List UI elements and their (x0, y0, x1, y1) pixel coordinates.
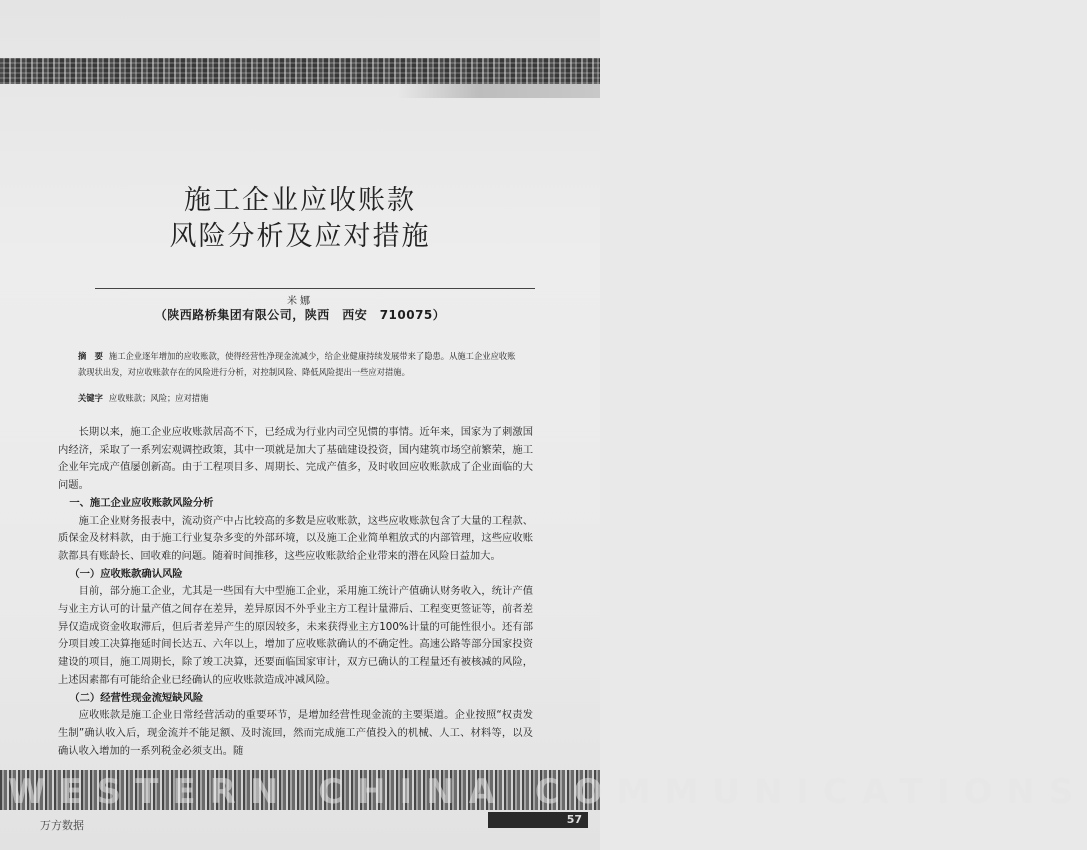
subsection-heading-1: （一）应收账款确认风险 (69, 567, 183, 580)
title-divider (95, 288, 535, 289)
paragraph-intro: 长期以来，施工企业应收账款居高不下，已经成为行业内司空见惯的事情。近年来，国家为了刺激国内经济，采取了一系列宏观调控政策，其中一项就是加大了基础建设投资，国内建筑市场空前繁荣，施工企业年完成产值屡创新高。由于工程项目多、周期长、完成产值多，及时收回应收账款成了企业面临的大问题。 (58, 426, 533, 492)
article-body (58, 424, 533, 760)
section-heading-1: 一、施工企业应收账款风险分析 (69, 496, 214, 509)
footer-source-mark: 万方数据 (40, 819, 84, 832)
author-name: 米娜 (287, 296, 313, 307)
footer-watermark: WESTERN CHINA COMMUNICATIONS (8, 772, 1087, 812)
abstract-label: 摘 要 (78, 351, 103, 361)
article-title-line2: 风险分析及应对措施 (169, 221, 431, 252)
article-title-line1: 施工企业应收账款 (184, 185, 416, 216)
abstract (78, 348, 518, 380)
header-band-fade (398, 84, 600, 98)
paragraph-section-1: 施工企业财务报表中，流动资产中占比较高的多数是应收账款，这些应收账款包含了大量的工程款、质保金及材料款，由于施工行业复杂多变的外部环境，以及施工企业简单粗放式的内部管理，这些应收账款都具有账龄长、回收难的问题。随着时间推移，这些应收账款给企业带来的潜在风险日益加大。 (58, 514, 533, 562)
paragraph-subsection-1: 目前，部分施工企业，尤其是一些国有大中型施工企业，采用施工统计产值确认财务收入，统计产值与业主方认可的计量产值之间存在差异，差异原因不外乎业主方工程计量滞后、工程变更签证等，前者差异仅造成资金收取滞后，但后者差异产生的原因较多，未来获得业主方100%计量的可能性很小。还有部分项目竣工决算拖延时间长达五、六年以上，增加了应收账款确认的不确定性。高速公路等部分国家投资建设的项目，施工周期长，除了竣工决算，还要面临国家审计，双方已确认的工程量还有被核减的风险，上述因素都有可能给企业已经确认的应收账款造成冲减风险。 (58, 585, 533, 686)
abstract-text: 施工企业逐年增加的应收账款，使得经营性净现金流减少，给企业健康持续发展带来了隐患。从施工企业应收账款现状出发，对应收账款存在的风险进行分析，对控制风险、降低风险提出一些应对措施。 (78, 351, 516, 377)
paragraph-subsection-2: 应收账款是施工企业日常经营活动的重要环节，是增加经营性现金流的主要渠道。企业按照“权责发生制”确认收入后，现金流并不能足额、及时流回，然而完成施工产值投入的机械、人工、材料等，以及确认收入增加的一系列税金必须支出。随 (58, 709, 533, 757)
subsection-heading-2: （二）经营性现金流短缺风险 (69, 691, 204, 704)
keywords (78, 392, 518, 404)
author-affiliation: （陕西路桥集团有限公司，陕西 西安 710075） (154, 308, 446, 322)
page-number: 57 (488, 812, 588, 828)
keywords-text: 应收账款；风险；应对措施 (108, 393, 209, 403)
header-band (0, 58, 600, 84)
keywords-label: 关键字 (78, 393, 103, 403)
